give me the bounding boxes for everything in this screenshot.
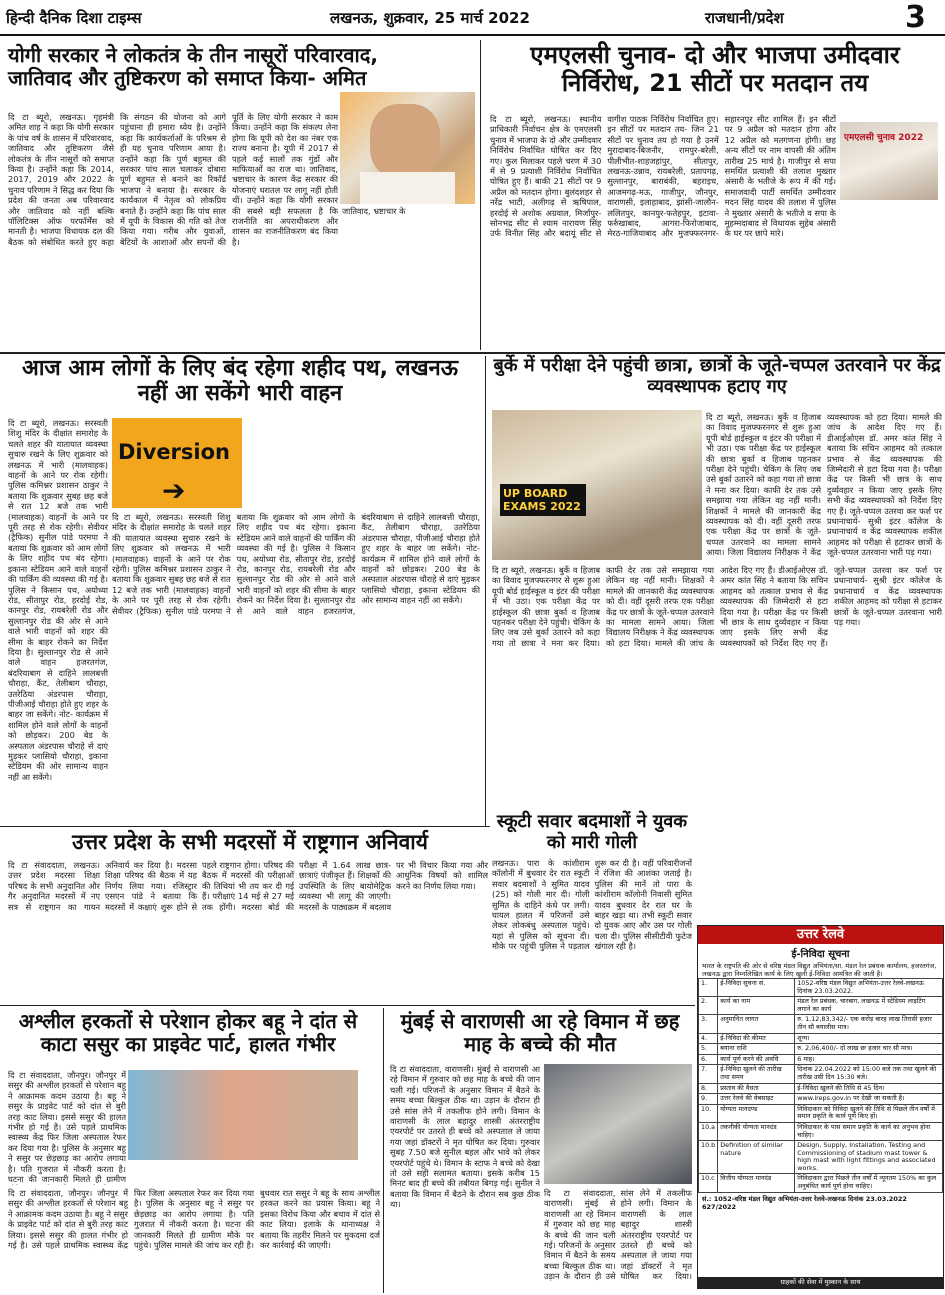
tender-table [698, 978, 943, 1193]
tender-intro: भारत के राष्ट्रपति की ओर से वरिष्ठ मंडल विद्युत अभियंता/सा. मंडल रेल प्रबंधक कार्यालय, हजरतगंज, लखनऊ द्वारा निम्नलिखित कार्य के लिए खुली ई-निविदा आमंत्रित की जाती है। [702, 962, 937, 978]
tender-band: उत्तर रेलवे [698, 926, 943, 944]
tender-cell-value: Design, Supply, Installation, Testing and Commissioning of stadium mast tower & high mast with light fittings and associated works. [795, 1141, 943, 1174]
story4-photo-text: UP BOARD EXAMS 2022 [500, 484, 586, 516]
tender-row [699, 1015, 943, 1033]
tender-row [699, 1083, 943, 1094]
tender-cell-value: निविदाकार द्वारा पिछले तीन वर्षों में न्यूनतम 150% का कुल अनुबंधित कार्य पूर्ण होना चाहिए। [795, 1174, 943, 1192]
tender-cell-no: 10.c [699, 1174, 718, 1192]
story1-headline: योगी सरकार ने लोकतंत्र के तीन नासूरों परिवारवाद, जातिवाद और तुष्टिकरण को समाप्त किया- अमित [8, 43, 378, 90]
tender-footer: ग्राहकों की सेवा में मुस्कान के साथ [698, 1277, 943, 1288]
story1-photo [340, 92, 475, 204]
newspaper-name: हिन्दी दैनिक दिशा टाइम्स [6, 9, 142, 27]
tender-ref: सं.: 1052-वरिष्ठ मंडल विद्युत अभियंता-उत्तर रेलवे-लखनऊ दिनांक 23.03.2022 627/2022 [702, 1194, 907, 1211]
story8-body: दि टा संवाददाता, वाराणसी। मुंबई से वाराणसी आ रहे विमान में गुरुवार को छह माह के बच्चे की जान चली गई। परिजनों के अनुसार विमान में बैठने के समय बच्चा बिल्कुल ठीक था। उड़ान के दौरान ही उसे सांस लेने में तकलीफ होने लगी। विमान के वाराणसी के लाल बहादुर शास्त्री अंतरराष्ट्रीय एयरपोर्ट पर उतरते ही बच्चे को अस्पताल ले जाया गया जहां डॉक्टरों ने मृत घोषित कर दिया। [544, 1188, 692, 1282]
tender-cell-no: 10.a [699, 1122, 718, 1140]
story6-headline: उत्तर प्रदेश के सभी मदरसों में राष्ट्रगान अनिवार्य [72, 830, 428, 854]
story2-photo [840, 122, 938, 200]
diversion-sign-text: Diversion [118, 440, 230, 464]
story4-body-top: दि टा ब्यूरो, लखनऊ। बुर्के व हिजाब का विवाद मुजफ्फरनगर से शुरू हुआ यूपी बोर्ड हाईस्कूल व इंटर की परीक्षा में भी उठा। एक परीक्षा केंद्र पर हाईस्कूल की छात्रा बुर्का व हिजाब पहनकर परीक्षा देने पहुंची। चेकिंग के लिए जब उसे बुर्का उतारने को कहा गया तो छात्रा ने मना कर दिया। काफी देर तक उसे समझाया गया लेकिन वह नहीं मानी। शिक्षकों ने मामले की जानकारी केंद्र व्यवस्थापक को दी। वहीं दूसरी तरफ एक परीक्षा केंद्र पर छात्रों के जूते-चप्पल उतरवाने का मामला सामने आया। जिला विद्यालय निरीक्षक ने केंद्र व्यवस्थापक को हटा दिया। मामले की जांच के आदेश दिए गए हैं। डीआईओएस डॉ. अमर कांत सिंह ने बताया कि सचिन आहमद को तत्काल प्रभाव से केंद्र व्यवस्थापक की जिम्मेदारी से हटा दिया गया है। परीक्षा केंद्र पर किसी भी छात्र के साथ दुर्व्यवहार न किया जाए इसके लिए सभी केंद्र व्यवस्थापकों को निर्देश दिए गए हैं। जूते-चप्पल उतरवा कर फर्श पर प्रधानाचार्य- सुश्री इंटर कॉलेज के प्रधानाचार्य व केंद्र व्यवस्थापक शकील आहमद को परीक्षा से हटाकर छात्रों के जूते-चप्पल उतरवाना भारी पड़ गया। [706, 412, 942, 558]
story8-photo [544, 1064, 692, 1184]
tender-cell-label: उत्तर रेलवे की वेबसाइट [718, 1094, 795, 1105]
tender-cell-value: रु. 1,12,83,342/- एक करोड़ बारह लाख तिरासी हजार तीन सौ बयालीस मात्र। [795, 1015, 943, 1033]
story7-headline: अश्लील हरकतों से परेशान होकर बहू ने दांत से काटा ससुर का प्राइवेट पार्ट, हालत गंभीर [18, 1009, 358, 1056]
story2-body: दि टा ब्यूरो, लखनऊ। स्थानीय प्राधिकारी निर्वाचन क्षेत्र के एमएलसी चुनाव में भाजपा के दो और उम्मीदवार निर्विरोध निर्वाचित घोषित कर दिए गए। कुल मिलाकर पहले चरण में 30 में से 9 प्रत्याशी निर्विरोध निर्वाचित घोषित हुए हैं। बाकी 21 सीटों पर 9 अप्रैल को मतदान होगा। बुलंदशहर से नरेंद्र भाटी, अलीगढ़ से ऋषिपाल, हरदोई से अशोक अग्रवाल, मिर्जापुर-सोनभद्र सीट से श्याम नारायण सिंह उर्फ विनीत सिंह और बदायूं सीट से वागीश पाठक निर्विरोध निर्वाचित हुए। इन सीटों पर मतदान तय- जिन 21 सीटों पर चुनाव तय हो गया है उनमें मुरादाबाद-बिजनौर, रामपुर-बरेली, पीलीभीत-शाहजहांपुर, सीतापुर, लखनऊ-उन्नाव, रायबरेली, प्रतापगढ़, सुल्तानपुर, बाराबंकी, बहराइच, आजमगढ़-मऊ, गाजीपुर, जौनपुर, वाराणसी, इलाहाबाद, झांसी-जालौन-ललितपुर, कानपुर-फतेहपुर, इटावा-फर्रुखाबाद, आगरा-फिरोजाबाद, मेरठ-गाजियाबाद और मुजफ्फरनगर-सहारनपुर सीट शामिल हैं। इन सीटों पर 9 अप्रैल को मतदान होगा और 12 अप्रैल को मतगणना होगी। छह अन्य सीटों पर नाम वापसी की अंतिम तारीख 25 मार्च है। गाजीपुर से सपा समर्थित प्रत्याशी की तलाश मुख्तार अंसारी के भतीजे के रूप में की गई। समाजवादी पार्टी समर्थित उम्मीदवार मदन सिंह यादव की तलाश में पुलिस ने मुख्तार अंसारी के भतीजे व सपा के मुहम्मदाबाद से विधायक सुहेब अंसारी के घर पर छापे मारे। [490, 114, 836, 239]
tender-cell-label: ई-निविदा खुलने की तारीख तथा समय [718, 1065, 795, 1083]
story7-body-col1: दि टा संवाददाता, जौनपुर। जौनपुर में ससुर की अश्लील हरकतों से परेशान बहू ने आक्रामक कदम उठाया है। बहू ने ससुर के प्राइवेट पार्ट को दांत से बुरी तरह काट लिया। इससे ससुर की हालत गंभीर हो गई है। उसे पहले प्राथमिक स्वास्थ्य केंद्र फिर जिला अस्पताल रेफर कर दिया गया है। पुलिस के अनुसार बहू ने ससुर पर छेड़छाड़ का आरोप लगाया है। पति गुजरात में नौकरी करता है। घटना की जानकारी मिलते ही ग्रामीण [8, 1070, 126, 1185]
section-rule [0, 352, 945, 354]
tender-cell-label: बयाना राशि [718, 1044, 795, 1055]
section-name: राजधानी/प्रदेश [705, 9, 784, 27]
story7-body: दि टा संवाददाता, जौनपुर। जौनपुर में ससुर की अश्लील हरकतों से परेशान बहू ने आक्रामक कदम उठाया है। बहू ने ससुर के प्राइवेट पार्ट को दांत से बुरी तरह काट लिया। इससे ससुर की हालत गंभीर हो गई है। उसे पहले प्राथमिक स्वास्थ्य केंद्र फिर जिला अस्पताल रेफर कर दिया गया है। पुलिस के अनुसार बहू ने ससुर पर छेड़छाड़ का आरोप लगाया है। पति गुजरात में नौकरी करता है। घटना की जानकारी मिलते ही ग्रामीण मौके पर पहुंचे। पुलिस मामले की जांच कर रही है। बुधवार रात ससुर ने बहू के साथ अश्लील हरकत करने का प्रयास किया। बहू ने इसका विरोध किया और बचाव में दांत से काट लिया। इलाके के थानाध्यक्ष ने बताया कि तहरीर मिलने पर मुकदमा दर्ज कर कार्रवाई की जाएगी। [8, 1188, 380, 1251]
section-rule [0, 826, 490, 827]
tender-title: ई-निविदा सूचना [791, 949, 850, 960]
tender-cell-label: Definition of similar nature [718, 1141, 795, 1174]
story5-headline: स्कूटी सवार बदमाशों ने युवक को मारी गोली [496, 811, 688, 853]
tender-cell-label: तकनीकी योग्यता मानदंड [718, 1122, 795, 1140]
tender-row [699, 1044, 943, 1055]
tender-cell-no: 1. [699, 979, 718, 997]
tender-cell-no: 10.b [699, 1141, 718, 1174]
story7-photo [128, 1070, 358, 1160]
column-divider [383, 1008, 384, 1293]
tender-cell-no: 3. [699, 1015, 718, 1033]
tender-notice [697, 925, 944, 1289]
tender-row [699, 1033, 943, 1044]
story3-body-col1: दि टा ब्यूरो, लखनऊ। सरस्वती शिशु मंदिर के दीक्षांत समारोह के चलते शहर की यातायात व्यवस्था सुचारु रखने के लिए शुक्रवार को लखनऊ में भारी (मालवाहक) वाहनों के आने पर रोक रहेगी। पुलिस कमिश्नर प्रशासन ठाकुर ने बताया कि शुक्रवार सुबह छह बजे से रात 12 बजे तक भारी (मालवाहक) वाहनों के आने पर पूरी तरह से रोक रहेगी। सेवीयर (ट्रैफिक) सुनील पांडे परमपा ने बताया कि शुक्रवार को आम लोगों के लिए शहीद पथ बंद रहेगा। इकाना स्टेडियम आने वाले वाहनों की पार्किंग की व्यवस्था की गई है। पुलिस ने किसान पथ, अयोध्या रोड, सीतापुर रोड, हरदोई रोड, कानपुर रोड, रायबरेली रोड और सुल्तानपुर रोड की ओर से आने वाले भारी वाहनों को शहर की सीमा के बाहर रोकने का निर्देश दिया है। सुल्तानपुर रोड से आने वाले वाहन हजरतगंज, बंदरियाबाग से दाहिने लालबत्ती चौराहा, कैंट, तेलीबाग चौराहा, उतरेठिया अंडरपास चौराहा, पीजीआई चौराहा होते हुए शहर के बाहर जा सकेंगे। नोट- कार्यक्रम में शामिल होने वाले लोगों के वाहनों को छोड़कर। 200 बेड के अस्पताल अंडरपास चौराहे से दाएं मुड़कर प्लासियो चौराहा, इकाना स्टेडियम की ओर सामान्य वाहन नहीं आ सकेंगे। [8, 418, 108, 782]
story1-caption: जातिवाद, भ्रष्टाचार के [342, 206, 406, 216]
page-number: 3 [905, 0, 926, 35]
tender-cell-value: रु. 2,06,400/- दो लाख छः हजार चार सौ मात्र। [795, 1044, 943, 1055]
story8-headline: मुंबई से वाराणसी आ रहे विमान में छह माह के बच्चे की मौत [400, 1009, 680, 1056]
story3-body: दि टा ब्यूरो, लखनऊ। सरस्वती शिशु मंदिर के दीक्षांत समारोह के चलते शहर की यातायात व्यवस्था सुचारु रखने के लिए शुक्रवार को लखनऊ में भारी (मालवाहक) वाहनों के आने पर रोक रहेगी। पुलिस कमिश्नर प्रशासन ठाकुर ने बताया कि शुक्रवार सुबह छह बजे से रात 12 बजे तक भारी (मालवाहक) वाहनों के आने पर पूरी तरह से रोक रहेगी। सेवीयर (ट्रैफिक) सुनील पांडे परमपा ने बताया कि शुक्रवार को आम लोगों के लिए शहीद पथ बंद रहेगा। इकाना स्टेडियम आने वाले वाहनों की पार्किंग की व्यवस्था की गई है। पुलिस ने किसान पथ, अयोध्या रोड, सीतापुर रोड, हरदोई रोड, कानपुर रोड, रायबरेली रोड और सुल्तानपुर रोड की ओर से आने वाले भारी वाहनों को शहर की सीमा के बाहर रोकने का निर्देश दिया है। सुल्तानपुर रोड से आने वाले वाहन हजरतगंज, बंदरियाबाग से दाहिने लालबत्ती चौराहा, कैंट, तेलीबाग चौराहा, उतरेठिया अंडरपास चौराहा, पीजीआई चौराहा होते हुए शहर के बाहर जा सकेंगे। नोट- कार्यक्रम में शामिल होने वाले लोगों के वाहनों को छोड़कर। 200 बेड के अस्पताल अंडरपास चौराहे से दाएं मुड़कर प्लासियो चौराहा, इकाना स्टेडियम की ओर सामान्य वाहन नहीं आ सकेंगे। [112, 512, 480, 616]
section-rule [0, 1005, 695, 1006]
tender-cell-no: 10. [699, 1104, 718, 1122]
tender-cell-value: निविदाकार को निविदा खुलने की तिथि से पिछले तीन वर्षों में समान प्रकृति के कार्य पूर्ण किए हों। [795, 1104, 943, 1122]
tender-row [699, 1174, 943, 1192]
story3-headline: आज आम लोगों के लिए बंद रहेगा शहीद पथ, लखनऊ नहीं आ सकेंगे भारी वाहन [21, 356, 459, 407]
tender-cell-no: 5. [699, 1044, 718, 1055]
tender-row [699, 1122, 943, 1140]
tender-cell-no: 7. [699, 1065, 718, 1083]
story4-headline: बुर्के में परीक्षा देने पहुंची छात्रा, छात्रों के जूते-चप्पल उतरवाने पर केंद्र व्यवस्थापक हटाए गए [493, 355, 941, 397]
tender-cell-label: योग्यता मानदण्ड [718, 1104, 795, 1122]
column-divider [485, 356, 486, 826]
column-divider [480, 40, 481, 350]
tender-row [699, 1141, 943, 1174]
tender-cell-no: 4. [699, 1033, 718, 1044]
tender-cell-value: 6 माह। [795, 1054, 943, 1065]
tender-cell-value: शून्य। [795, 1033, 943, 1044]
tender-cell-value: www.ireps.gov.in पर देखी जा सकती है। [795, 1094, 943, 1105]
arrow-right-icon: ➔ [162, 474, 186, 507]
tender-row [699, 1054, 943, 1065]
story6-body: दि टा संवाददाता, लखनऊ। उत्तर प्रदेश मदरसा शिक्षा परिषद के सभी अनुदानित और गैर अनुदानित मदरसों में नए सत्र से राष्ट्रगान का गायन अनिवार्य कर दिया है। मदरसा शिक्षा परिषद की बैठक में यह निर्णय लिया गया। रजिस्ट्रार एसएन पांडे ने बताया कि मदरसों में कक्षाएं शुरू होने से पहले राष्ट्रगान होगा। परिषद की बैठक में मदरसों की परीक्षाओं की तिथियां भी तय कर दी गई हैं। परीक्षाएं 14 मई से 27 मई तक होंगी। मदरसा बोर्ड की परीक्षा में 1.64 लाख छात्र-छात्राएं पंजीकृत हैं। शिक्षकों की उपस्थिति के लिए बायोमेट्रिक व्यवस्था भी लागू की जाएगी। मदरसों के पाठ्यक्रम में बदलाव पर भी विचार किया गया और आधुनिक विषयों को शामिल करने का निर्णय लिया गया। [8, 860, 488, 912]
diversion-sign [112, 418, 242, 508]
tender-cell-label: ई-निविदा सूचना सं. [718, 979, 795, 997]
tender-cell-value: मंडल रेल प्रबंधक, चारबाग, लखनऊ में स्टेडियम लाइटिंग लगाने का कार्य [795, 997, 943, 1015]
tender-cell-value: दिनांक 22.04.2022 को 15:00 बजे तक तथा खुलने की तारीख उसी दिन 15:30 बजे। [795, 1065, 943, 1083]
tender-cell-value: निविदाकार के पास समान प्रकृति के कार्य का अनुभव होना चाहिए। [795, 1122, 943, 1140]
tender-row [699, 979, 943, 997]
tender-cell-no: 6. [699, 1054, 718, 1065]
portrait-kurta [360, 172, 455, 204]
tender-cell-value: 1052-वरिष्ठ मंडल विद्युत अभियंता-उत्तर रेलवे-लखनऊ दिनांक 23.03.2022. [795, 979, 943, 997]
tender-cell-no: 8. [699, 1083, 718, 1094]
tender-row [699, 1094, 943, 1105]
story1-body: दि टा ब्यूरो, लखनऊ। गृहमंत्री अमित शाह ने कहा कि योगी सरकार के पांच वर्ष के शासन में परिवारवाद, जातिवाद और तुष्टिकरण जैसे लोकतंत्र के तीन नासूरों को समाप्त किया है। उन्होंने कहा कि 2014, 2017, 2019 और 2022 के चुनाव परिणाम ने सिद्ध कर दिया कि प्रदेश की जनता अब परिवारवाद और जातिवाद को नहीं बल्कि पॉलिटिक्स ऑफ परफॉर्मेंस को मानती है। भाजपा विधायक दल की बैठक को संबोधित करते हुए कहा कि संगठन की योजना को आगे पहुंचाना ही हमारा ध्येय है। उन्होंने कहा कि कार्यकर्ताओं के परिश्रम से ही यह चुनाव परिणाम आया है। उन्होंने कहा कि पूर्ण बहुमत की सरकार पांच साल चलाकर दोबारा पूर्ण बहुमत से बनाने का रिकॉर्ड भाजपा ने बनाया है। सरकार के कार्यकाल में नेतृत्व को लोकप्रिय बनाते हैं। उन्होंने कहा कि पांच साल में यूपी के विकास की गति को तेज किया गया। गरीब और युवाओं, बेटियों के आशाओं और सपनों की पूर्ति के लिए योगी सरकार ने काम किया। उन्होंने कहा कि संकल्प लेना होगा कि यूपी को देश का नंबर एक राज्य बनाना है। यूपी में 2017 से पहले कई सालों तक गुंडों और माफियाओं का राज था। जातिवाद, भ्रष्टाचार के कारण केंद्र सरकार की योजनाएं धरातल पर लागू नहीं होती थीं। उन्होंने कहा कि योगी सरकार की सबसे बड़ी सफलता है कि राजनीति का अपराधीकरण और शासन का राजनीतिकरण बंद किया है। [8, 112, 338, 247]
story4-photo [492, 410, 702, 560]
tender-cell-value: ई-निविदा खुलने की तिथि से 45 दिन। [795, 1083, 943, 1094]
masthead [0, 0, 945, 36]
story8-body-col1: दि टा संवाददाता, वाराणसी। मुंबई से वाराणसी आ रहे विमान में गुरुवार को छह माह के बच्चे की जान चली गई। परिजनों के अनुसार विमान में बैठने के समय बच्चा बिल्कुल ठीक था। उड़ान के दौरान ही उसे सांस लेने में तकलीफ होने लगी। विमान के वाराणसी के लाल बहादुर शास्त्री अंतरराष्ट्रीय एयरपोर्ट पर उतरते ही बच्चे को अस्पताल ले जाया गया जहां डॉक्टरों ने मृत घोषित कर दिया। गुरुवार सुबह 7.50 बजे सुनील बहल और भावे को लेकर एयरपोर्ट पहुंचे थे। विमान के स्टाफ ने बच्चे को देखा तो उसे सही सलामत बताया। इसके करीब 15 मिनट बाद ही बच्चे की तबीयत बिगड़ गई। सुनील ने बताया कि विमान में बैठने के दौरान सब कुछ ठीक था। [390, 1064, 540, 1210]
story4-body: दि टा ब्यूरो, लखनऊ। बुर्के व हिजाब का विवाद मुजफ्फरनगर से शुरू हुआ यूपी बोर्ड हाईस्कूल व इंटर की परीक्षा में भी उठा। एक परीक्षा केंद्र पर हाईस्कूल की छात्रा बुर्का व हिजाब पहनकर परीक्षा देने पहुंची। चेकिंग के लिए जब उसे बुर्का उतारने को कहा गया तो छात्रा ने मना कर दिया। काफी देर तक उसे समझाया गया लेकिन वह नहीं मानी। शिक्षकों ने मामले की जानकारी केंद्र व्यवस्थापक को दी। वहीं दूसरी तरफ एक परीक्षा केंद्र पर छात्रों के जूते-चप्पल उतरवाने का मामला सामने आया। जिला विद्यालय निरीक्षक ने केंद्र व्यवस्थापक को हटा दिया। मामले की जांच के आदेश दिए गए हैं। डीआईओएस डॉ. अमर कांत सिंह ने बताया कि सचिन आहमद को तत्काल प्रभाव से केंद्र व्यवस्थापक की जिम्मेदारी से हटा दिया गया है। परीक्षा केंद्र पर किसी भी छात्र के साथ दुर्व्यवहार न किया जाए इसके लिए सभी केंद्र व्यवस्थापकों को निर्देश दिए गए हैं। जूते-चप्पल उतरवा कर फर्श पर प्रधानाचार्य- सुश्री इंटर कॉलेज के प्रधानाचार्य व केंद्र व्यवस्थापक शकील आहमद को परीक्षा से हटाकर छात्रों के जूते-चप्पल उतरवाना भारी पड़ गया। [492, 565, 942, 648]
tender-cell-label: कार्य पूर्ण करने की अवधि [718, 1054, 795, 1065]
tender-row [699, 1065, 943, 1083]
tender-row [699, 997, 943, 1015]
tender-cell-no: 2. [699, 997, 718, 1015]
tender-cell-label: वित्तीय योग्यता मानदंड [718, 1174, 795, 1192]
tender-cell-label: ई-निविदा की कीमत [718, 1033, 795, 1044]
tender-cell-no: 9. [699, 1094, 718, 1105]
story2-headline: एमएलसी चुनाव- दो और भाजपा उमीदवार निर्विरोध, 21 सीटों पर मतदान तय [530, 41, 900, 97]
tender-cell-label: अनुमानित लागत [718, 1015, 795, 1033]
tender-cell-label: कार्य का नाम [718, 997, 795, 1015]
story5-body: लखनऊ। पारा के कांशीराम कॉलोनी में बुधवार देर रात स्कूटी सवार बदमाशों ने सुमित यादव (25) को गोली मार दी। गोली सुमित के दाहिने कंधे पर लगी। घायल हालत में परिजनों उसे लेकर लोकबंधु अस्पताल पहुंचे। यहां से पुलिस को सूचना दी। मौके पर पहुंची पुलिस ने पड़ताल शुरू कर दी है। वहीं परिवारीजनों ने रंजिश की आशंका जताई है। पुलिस की मानें तो पारा के कांशीराम कॉलोनी निवासी सुमित यादव बुधवार देर रात घर के बाहर खड़ा था। तभी स्कूटी सवार दो युवक आए और उस पर गोली चला दी। पुलिस सीसीटीवी फुटेज खंगाल रही है। [492, 858, 692, 952]
tender-row [699, 1104, 943, 1122]
tender-cell-label: प्रस्ताव की वैधता [718, 1083, 795, 1094]
dateline: लखनऊ, शुक्रवार, 25 मार्च 2022 [330, 9, 530, 27]
portrait-shape [370, 104, 440, 179]
story2-photo-text: एमएलसी चुनाव 2022 [844, 133, 924, 143]
